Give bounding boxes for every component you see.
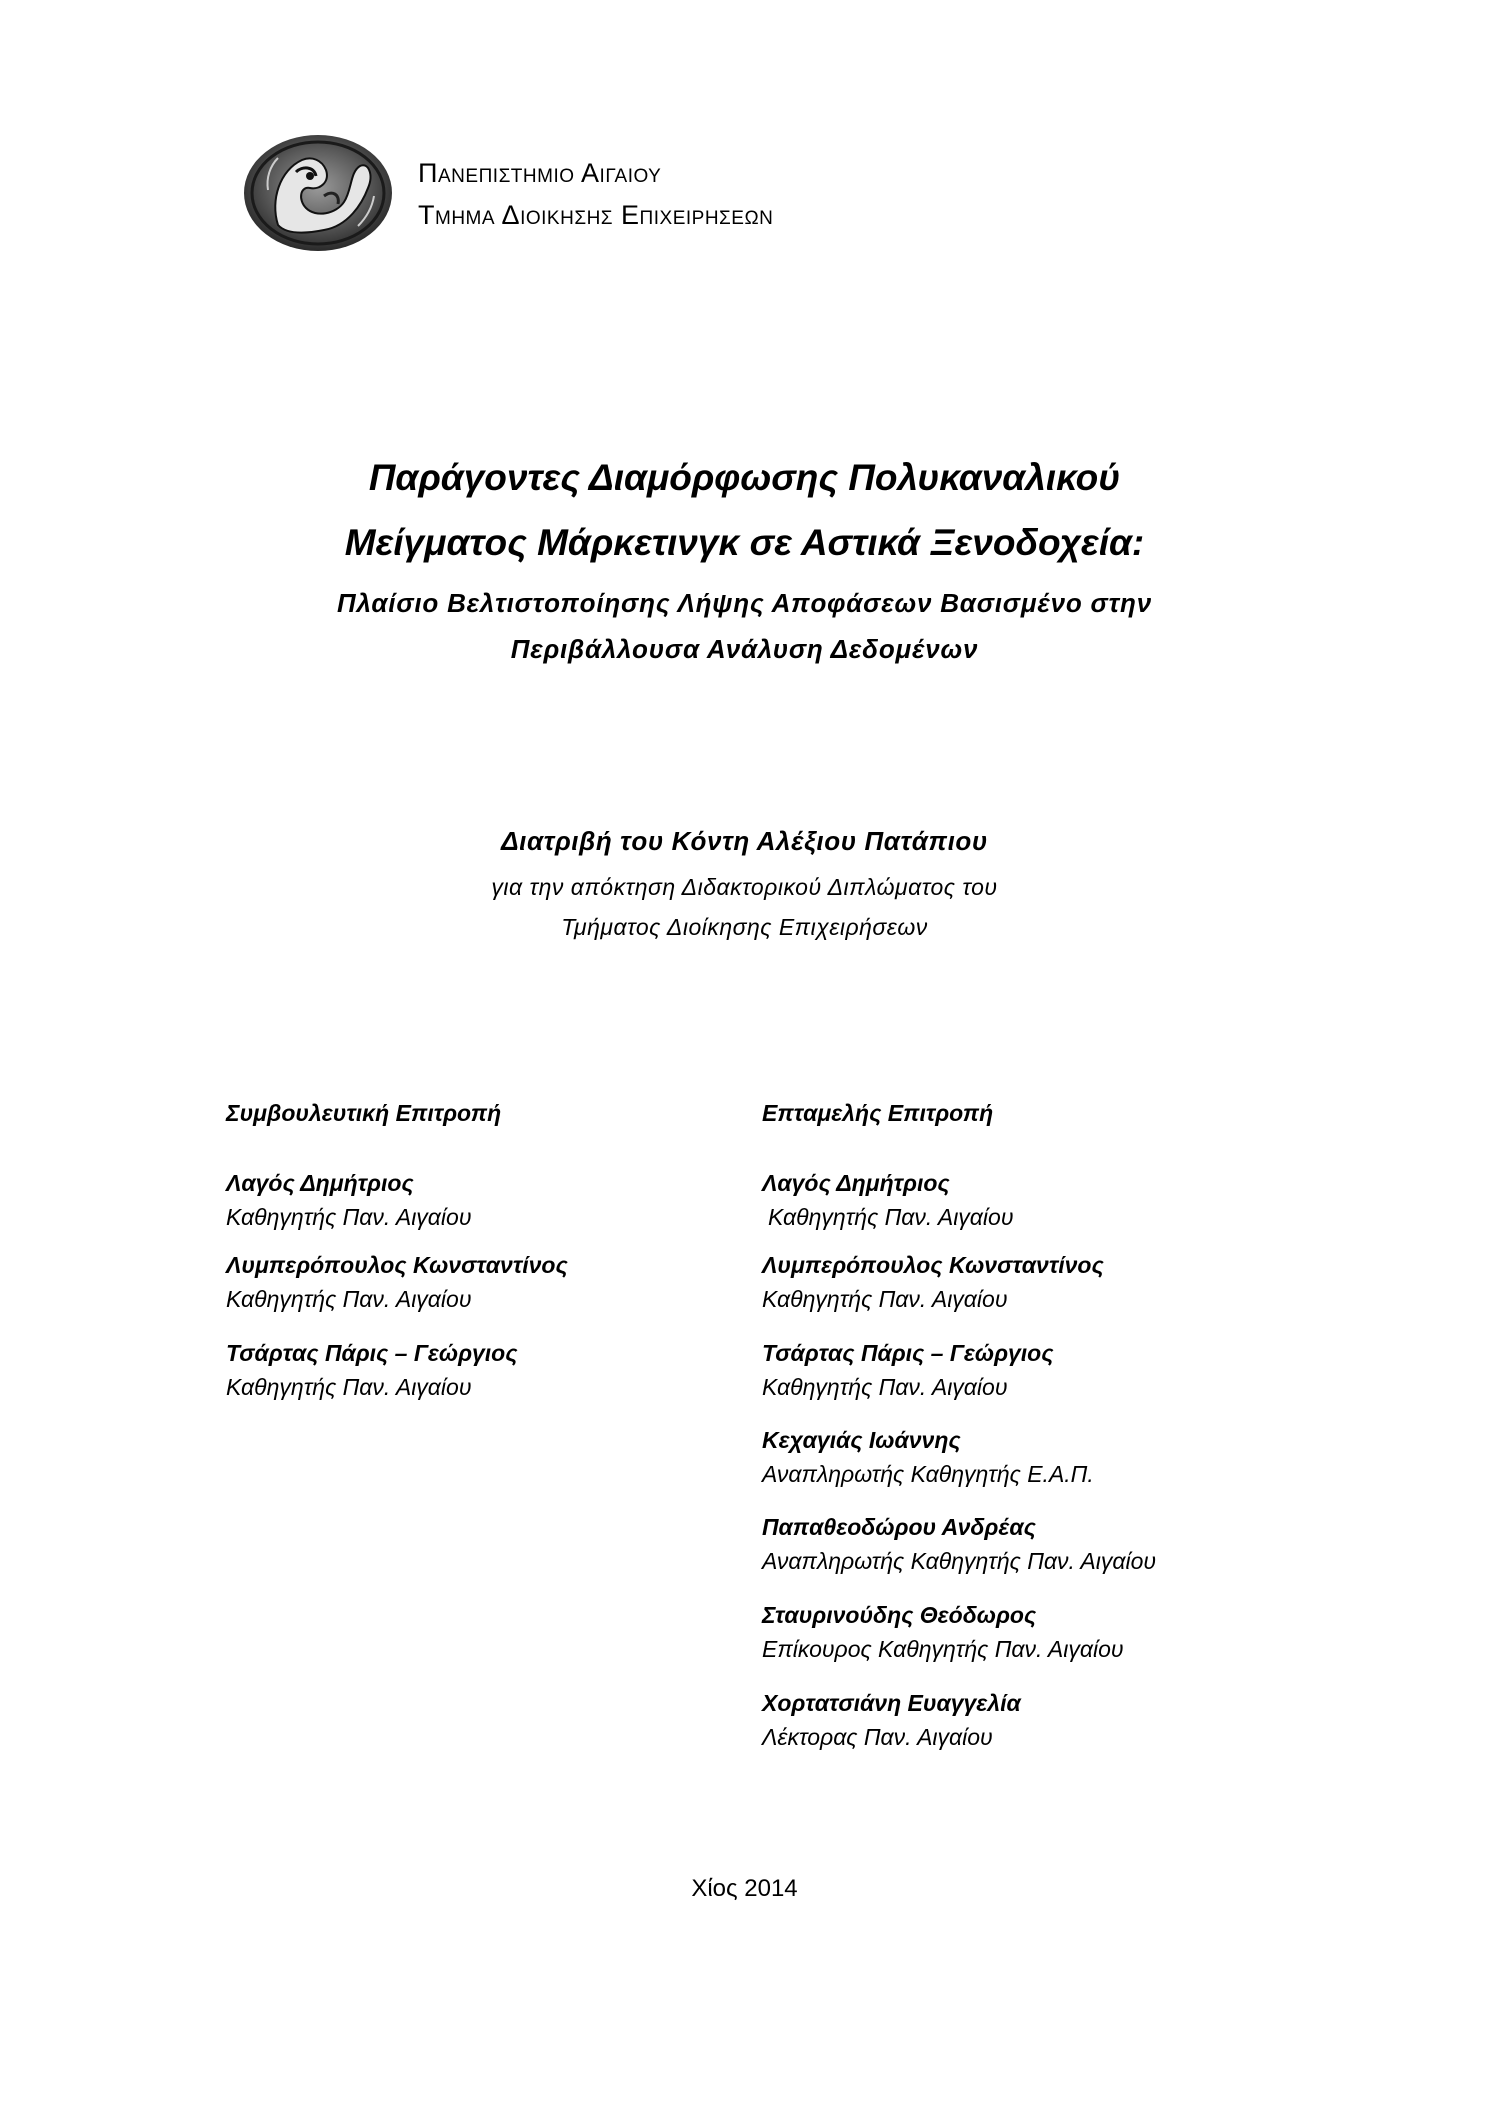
member-name: Λαγός Δημήτριος [226,1170,414,1196]
member-name: Παπαθεοδώρου Ανδρέας [762,1514,1036,1540]
thesis-title-line-1: Παράγοντες Διαμόρφωσης Πολυκαναλικού [368,457,1121,498]
member-name: Λαγός Δημήτριος [762,1170,950,1196]
member-role: Αναπληρωτής Καθηγητής Παν. Αιγαίου [762,1548,1157,1574]
member-role: Καθηγητής Παν. Αιγαίου [226,1204,472,1230]
thesis-author: Διατριβή του Κόντη Αλέξιου Πατάπιου [501,826,988,856]
member-name: Τσάρτας Πάρις – Γεώργιος [226,1340,518,1366]
member-role: Καθηγητής Παν. Αιγαίου [762,1286,1008,1312]
thesis-subtitle-line-1: Πλαίσιο Βελτιστοποίησης Λήψης Αποφάσεων Βασισμένο στην [337,588,1152,618]
examination-committee-heading: Επταμελής Επιτροπή [762,1100,994,1126]
member-role: Καθηγητής Παν. Αιγαίου [226,1286,472,1312]
thesis-purpose-line-2: Τμήματος Διοίκησης Επιχειρήσεων [561,914,928,940]
member-name: Λυμπερόπουλος Κωνσταντίνος [762,1252,1104,1278]
member-name: Κεχαγιάς Ιωάννης [762,1427,961,1453]
member-role: Καθηγητής Παν. Αιγαίου [762,1374,1008,1400]
member-role: Λέκτορας Παν. Αιγαίου [762,1724,993,1750]
member-role: Καθηγητής Παν. Αιγαίου [226,1374,472,1400]
department-name: Τμημα Διοικησης Επιχειρησεων [418,200,774,230]
university-name: Πανεπιστημιο Αιγαιου [418,158,662,188]
member-name: Τσάρτας Πάρις – Γεώργιος [762,1340,1054,1366]
member-name: Σταυρινούδης Θεόδωρος [762,1602,1037,1628]
advisory-committee-heading: Συμβουλευτική Επιτροπή [226,1100,502,1126]
thesis-purpose-line-1: για την απόκτηση Διδακτορικού Διπλώματος του [491,874,998,900]
member-name: Χορτατσιάνη Ευαγγελία [762,1690,1021,1716]
member-role: Καθηγητής Παν. Αιγαίου [768,1204,1014,1230]
member-role: Επίκουρος Καθηγητής Παν. Αιγαίου [762,1636,1124,1662]
member-name: Λυμπερόπουλος Κωνσταντίνος [226,1252,568,1278]
university-logo [240,130,395,255]
university-coin-emblem-icon [240,130,395,255]
thesis-title-line-2: Μείγματος Μάρκετινγκ σε Αστικά Ξενοδοχεία: [344,522,1145,563]
member-role: Αναπληρωτής Καθηγητής Ε.Α.Π. [762,1461,1094,1487]
place-year: Χίος 2014 [691,1875,798,1902]
thesis-subtitle-line-2: Περιβάλλουσα Ανάλυση Δεδομένων [510,634,979,664]
